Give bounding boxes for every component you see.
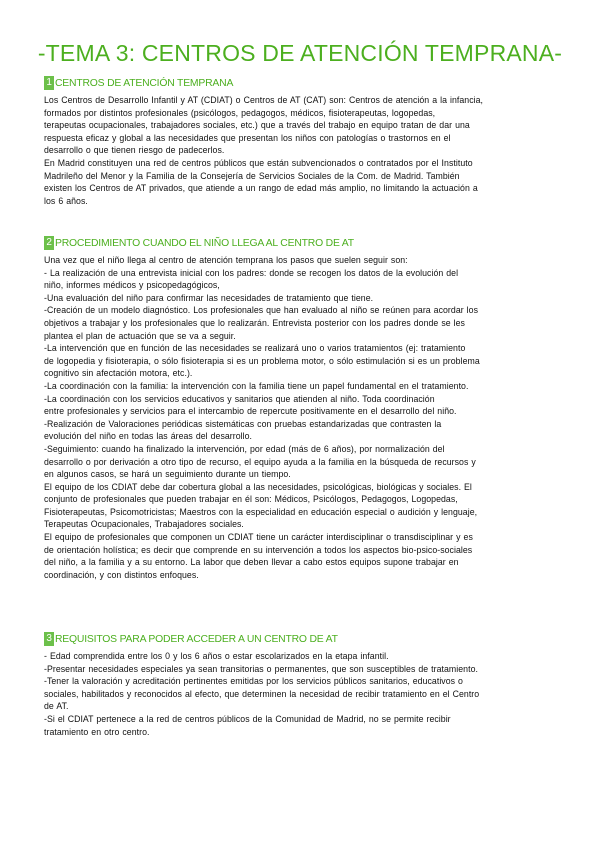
text-line: plantea el plan de actuación que se va a seguir. [44,330,236,341]
text-line: tratamiento en otro centro. [44,726,150,737]
text-line: Fisioterapeutas, Psicomotricistas; Maestros con la especialidad en educación especial o audición y lenguaje, [44,506,478,517]
text-line: -La coordinación con los servicios educativos y sanitarios que atienden al niño. Toda coordinación [44,393,435,404]
text-line: Terapeutas Ocupacionales, Trabajadores sociales. [44,519,244,530]
text-line: -Presentar necesidades especiales ya sean transitorias o permanentes, que son susceptibles de tratamiento. [44,663,478,674]
section-centros-atencion-temprana [44,75,560,207]
text-line: respuesta eficaz y global a las necesidades que presentan los niños con patologías o trastornos en el [44,132,451,143]
text-line: existen los Centros de AT privados, que atiende a un rango de edad más amplio, no limitando la actuación a [44,183,478,194]
text-line: -Creación de un modelo diagnóstico. Los profesionales que han evaluado al niño se reúnen para acordar los [44,305,479,316]
document-title: -TEMA 3: CENTROS DE ATENCIÓN TEMPRANA- [37,40,563,66]
text-line: desarrollo o por derivación a otro tipo de recurso, el equipo ayuda a la familia en la búsqueda de recursos y [44,456,476,467]
section-heading [44,75,560,91]
text-line: -Si el CDIAT pertenece a la red de centros públicos de la Comunidad de Madrid, no se permite recibir [44,713,451,724]
text-line: entre profesionales y servicios para el intercambio de repercute positivamente en el desarrollo del niño. [44,406,457,417]
text-line: -Una evaluación del niño para confirmar las necesidades de tratamiento que tiene. [44,292,374,303]
text-line: sociales, habilitados y reconocidos al efecto, que determinen la necesidad de recibir tratamiento en el Centro [44,688,480,699]
text-line: -Realización de Valoraciones periódicas sistemáticas con pruebas estandarizadas que contrasten la [44,418,442,429]
text-line: - Edad comprendida entre los 0 y los 6 años o estar escolarizados en la etapa infantil. [44,651,389,661]
text-line: cognitivo sin afectación motora, etc.). [44,368,193,379]
text-line: El equipo de los CDIAT debe dar cobertura global a las necesidades, psicológicas, biológicas y sociales. El [44,481,472,492]
section-heading-text: PROCEDIMIENTO CUANDO EL NIÑO LLEGA AL CENTRO DE AT [55,237,354,249]
section-heading-text: REQUISITOS PARA PODER ACCEDER A UN CENTRO DE AT [55,633,338,645]
section-procedimiento [44,235,560,581]
text-line: -Seguimiento: cuando ha finalizado la intervención, por edad (más de 6 años), por normalización del [44,443,445,454]
text-line: conjunto de profesionales que pueden trabajar en él son: Médicos, Psicólogos, Pedagogos, Logopedas, [44,494,458,505]
section-heading-text: CENTROS DE ATENCIÓN TEMPRANA [55,77,234,89]
text-line: Los Centros de Desarrollo Infantil y AT (CDIAT) o Centros de AT (CAT) son: Centros de atención a la infancia, [44,95,484,105]
section-body [44,94,560,207]
text-line: de AT. [44,701,69,712]
section-heading [44,631,560,647]
section-requisitos [44,631,560,738]
text-line: de orientación holística; es decir que comprende en su intervención a todos los aspectos bio-psico-sociales [44,544,473,555]
text-line: -La coordinación con la familia: la intervención con la familia tiene un papel fundamental en el tratamiento. [44,380,469,391]
section-body [44,650,560,738]
text-line: del niño, a la familia y a su entorno. La labor que deben llevar a cabo estos equipos supone trabajar en [44,557,459,568]
section-number-badge: 1 [44,76,54,90]
section-body [44,254,560,581]
section-number-badge: 3 [44,632,54,646]
section-heading [44,235,560,251]
text-line: en algunos casos, se hará un seguimiento durante un tiempo. [44,469,291,480]
text-line: En Madrid constituyen una red de centros públicos que están subvencionados o contratados por el Instituto [44,157,473,168]
text-line: -La intervención que en función de las necesidades se realizará uno o varios tratamientos (ej: tratamiento [44,343,466,354]
text-line: El equipo de profesionales que componen un CDIAT tiene un carácter interdisciplinar o transdisciplinar y es [44,532,473,543]
text-line: objetivos a trabajar y los profesionales que lo realizarán. Entrevista posterior con los padres donde se les [44,317,465,328]
text-line: los 6 años. [44,195,88,206]
text-line: evolución del niño en todas las áreas del desarrollo. [44,431,253,442]
text-line: terapeutas ocupacionales, trabajadores sociales, etc.) que a través del trabajo en equipo tratan de dar una [44,120,470,131]
text-line: de logopedia y fisioterapia, o sólo fisioterapia si es un problema motor, o sólo estimulación si es un problema [44,355,480,366]
text-line: - La realización de una entrevista inicial con los padres: donde se recogen los datos de la evolución del [44,267,459,278]
text-line: coordinación, y con distintos enfoques. [44,569,199,580]
text-line: -Tener la valoración y acreditación pertinentes emitidas por los servicios públicos sanitarios, educativos o [44,676,463,687]
text-line: formados por distintos profesionales (psicólogos, pedagogos, médicos, fisioterapeutas, logopedas, [44,107,436,118]
section-number-badge: 2 [44,236,54,250]
text-line: desarrollo o que tienen riesgo de padecerlos. [44,145,225,156]
text-line: Madrileño del Menor y la Familia de la Consejería de Servicios Sociales de la Com. de Madrid. También [44,170,460,181]
text-line: niño, informes médicos y psicopedagógicos, [44,280,220,291]
text-line: Una vez que el niño llega al centro de atención temprana los pasos que suelen seguir son: [44,255,408,265]
